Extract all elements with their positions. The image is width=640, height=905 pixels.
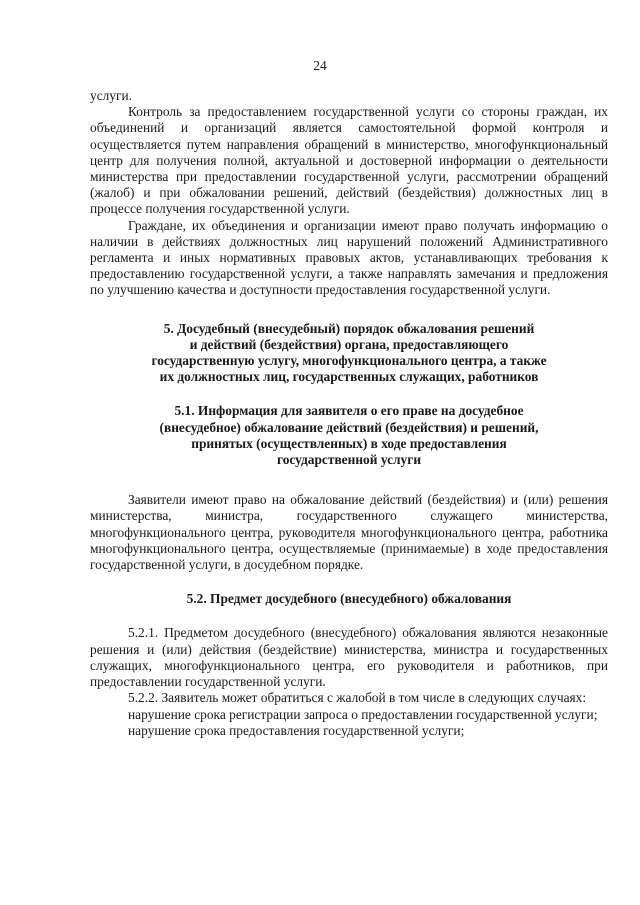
- heading-line: 5. Досудебный (внесудебный) порядок обжалования решений: [163, 320, 535, 336]
- paragraph-citizens-rights: Граждане, их объединения и организации имеют право получать информацию о наличии в действиях должностных лиц нарушений положений Административного регламента и иных нормативных правовых актов, устанавливающих требования к предоставлению государственной услуги, а также направлять замечания и предложения по улучшению качества и доступности предоставления государственной услуги.: [90, 217, 608, 298]
- section-5-2-heading: 5.2. Предмет досудебного (внесудебного) обжалования: [186, 591, 512, 607]
- heading-line: и действий (бездействия) органа, предоставляющего: [189, 336, 509, 352]
- paragraph-continuation: услуги.: [90, 88, 133, 103]
- paragraph-appeal-right: Заявители имеют право на обжалование действий (бездействия) и (или) решения министерства, министра, государственного служащего министерства, многофункционального центра, руководителя многофункционального центра, работника многофункционального центра, осуществляемые (принимаемые) в ходе предоставления государственной услуги, в досудебном порядке.: [90, 492, 608, 573]
- paragraph-5-2-1: 5.2.1. Предметом досудебного (внесудебного) обжалования являются незаконные решения и (или) действия (бездействие) министерства, министра и государственных служащих, многофункционального центра, его руководителя и работников, при предоставлении государственной услуги.: [90, 625, 608, 690]
- list-item: нарушение срока регистрации запроса о предоставлении государственной услуги;: [128, 706, 598, 722]
- section-5-heading: [90, 321, 608, 386]
- paragraph-control: Контроль за предоставлением государственной услуги со стороны граждан, их объединений и организаций является самостоятельной формой контроля и осуществляется путем направления обращений в министерство, многофункциональный центр для получения полной, актуальной и достоверной информации о деятельности министерства при предоставлении государственной услуги, рассмотрении обращений (жалоб) и при обжаловании решений, действий (бездействия) должностных лиц в процессе получения государственной услуги.: [90, 104, 608, 217]
- page-number: 24: [313, 58, 327, 73]
- heading-line: государственную услугу, многофункционального центра, а также: [151, 353, 547, 369]
- heading-line: государственной услуги: [276, 452, 422, 468]
- heading-line: их должностных лиц, государственных служащих, работников: [159, 369, 539, 385]
- paragraph-5-2-2: 5.2.2. Заявитель может обратиться с жалобой в том числе в следующих случаях:: [128, 690, 587, 706]
- list-item: нарушение срока предоставления государственной услуги;: [128, 722, 465, 738]
- heading-line: 5.1. Информация для заявителя о его праве на досудебное: [174, 403, 524, 419]
- heading-line: (внесудебное) обжалование действий (бездействия) и решений,: [159, 419, 539, 435]
- section-5-1-heading: [90, 403, 608, 468]
- page-body: [90, 88, 608, 739]
- heading-line: принятых (осуществленных) в ходе предоставления: [191, 435, 507, 451]
